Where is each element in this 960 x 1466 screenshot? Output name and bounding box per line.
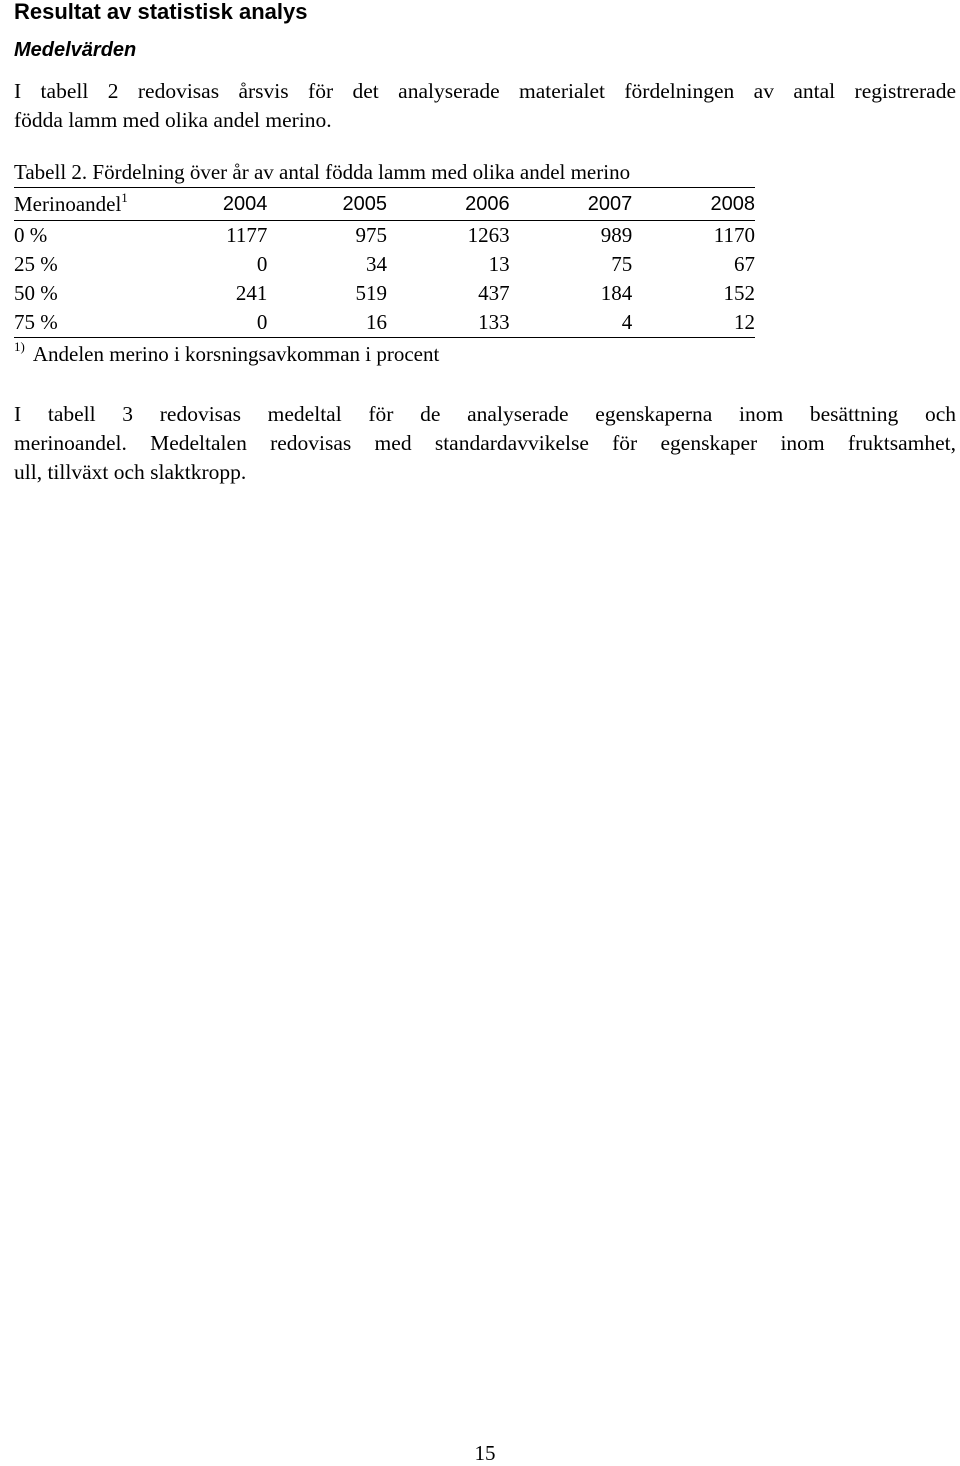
table-cell: 133 [478, 310, 510, 334]
row-label: 50 % [14, 281, 58, 305]
footnote-marker: 1) [14, 339, 25, 354]
table-row [14, 221, 755, 251]
table-cell: 4 [621, 310, 633, 334]
row-label: 25 % [14, 252, 58, 276]
table-cell: 34 [366, 252, 388, 276]
section-heading: Resultat av statistisk analys [14, 0, 308, 24]
footnote-text: Andelen merino i korsningsavkomman i procent [32, 342, 440, 366]
table-cell: 184 [600, 281, 633, 305]
table-cell: 975 [355, 223, 388, 247]
footnote-marker: 1 [121, 189, 128, 205]
table-cell: 13 [488, 252, 510, 276]
column-header-year: 2005 [342, 192, 388, 215]
table-row [14, 250, 755, 279]
table-cell: 0 [256, 252, 268, 276]
table-cell: 0 [256, 310, 268, 334]
table-cell: 1170 [713, 223, 755, 247]
table-row [14, 308, 755, 338]
table-footnote [14, 340, 439, 368]
paragraph-line: I tabell 3 redovisas medeltal för de analyserade egenskaperna inom besättning och [14, 402, 956, 426]
table-header-row [14, 188, 755, 221]
table-cell: 519 [355, 281, 388, 305]
table-cell: 989 [600, 223, 633, 247]
paragraph-line: merinoandel. Medeltalen redovisas med standardavvikelse för egenskaper inom fruktsamhet, [14, 431, 956, 455]
subheading: Medelvärden [14, 39, 137, 61]
column-header-merinoandel: Merinoandel$^1$ [14, 189, 128, 216]
column-header-year: 2006 [465, 192, 510, 215]
intro-paragraph [14, 77, 956, 135]
page-number: 15 [474, 1441, 496, 1465]
column-header-year: 2008 [710, 192, 755, 215]
table-cell: 437 [478, 281, 510, 305]
table-cell: 16 [366, 310, 388, 334]
table-cell: 152 [723, 281, 755, 305]
row-label: 0 % [14, 223, 48, 247]
results-paragraph [14, 400, 956, 487]
lamb-distribution-table [14, 187, 755, 338]
column-header-year: 2004 [222, 192, 268, 215]
row-label: 75 % [14, 310, 58, 334]
paragraph-line: I tabell 2 redovisas årsvis för det analyserade materialet fördelningen av antal registrerade [14, 79, 956, 103]
table-caption: Tabell 2. Fördelning över år av antal födda lamm med olika andel merino [14, 160, 631, 184]
table-cell: 75 [611, 252, 633, 276]
paragraph-line: ull, tillväxt och slaktkropp. [14, 460, 247, 484]
table-cell: 1263 [467, 223, 510, 247]
paragraph-line: födda lamm med olika andel merino. [14, 108, 332, 132]
table-cell: 67 [734, 252, 755, 276]
table-cell: 1177 [226, 223, 268, 247]
table-row [14, 279, 755, 308]
table-cell: 12 [734, 310, 755, 334]
column-header-year: 2007 [587, 192, 633, 215]
table-cell: 241 [235, 281, 268, 305]
